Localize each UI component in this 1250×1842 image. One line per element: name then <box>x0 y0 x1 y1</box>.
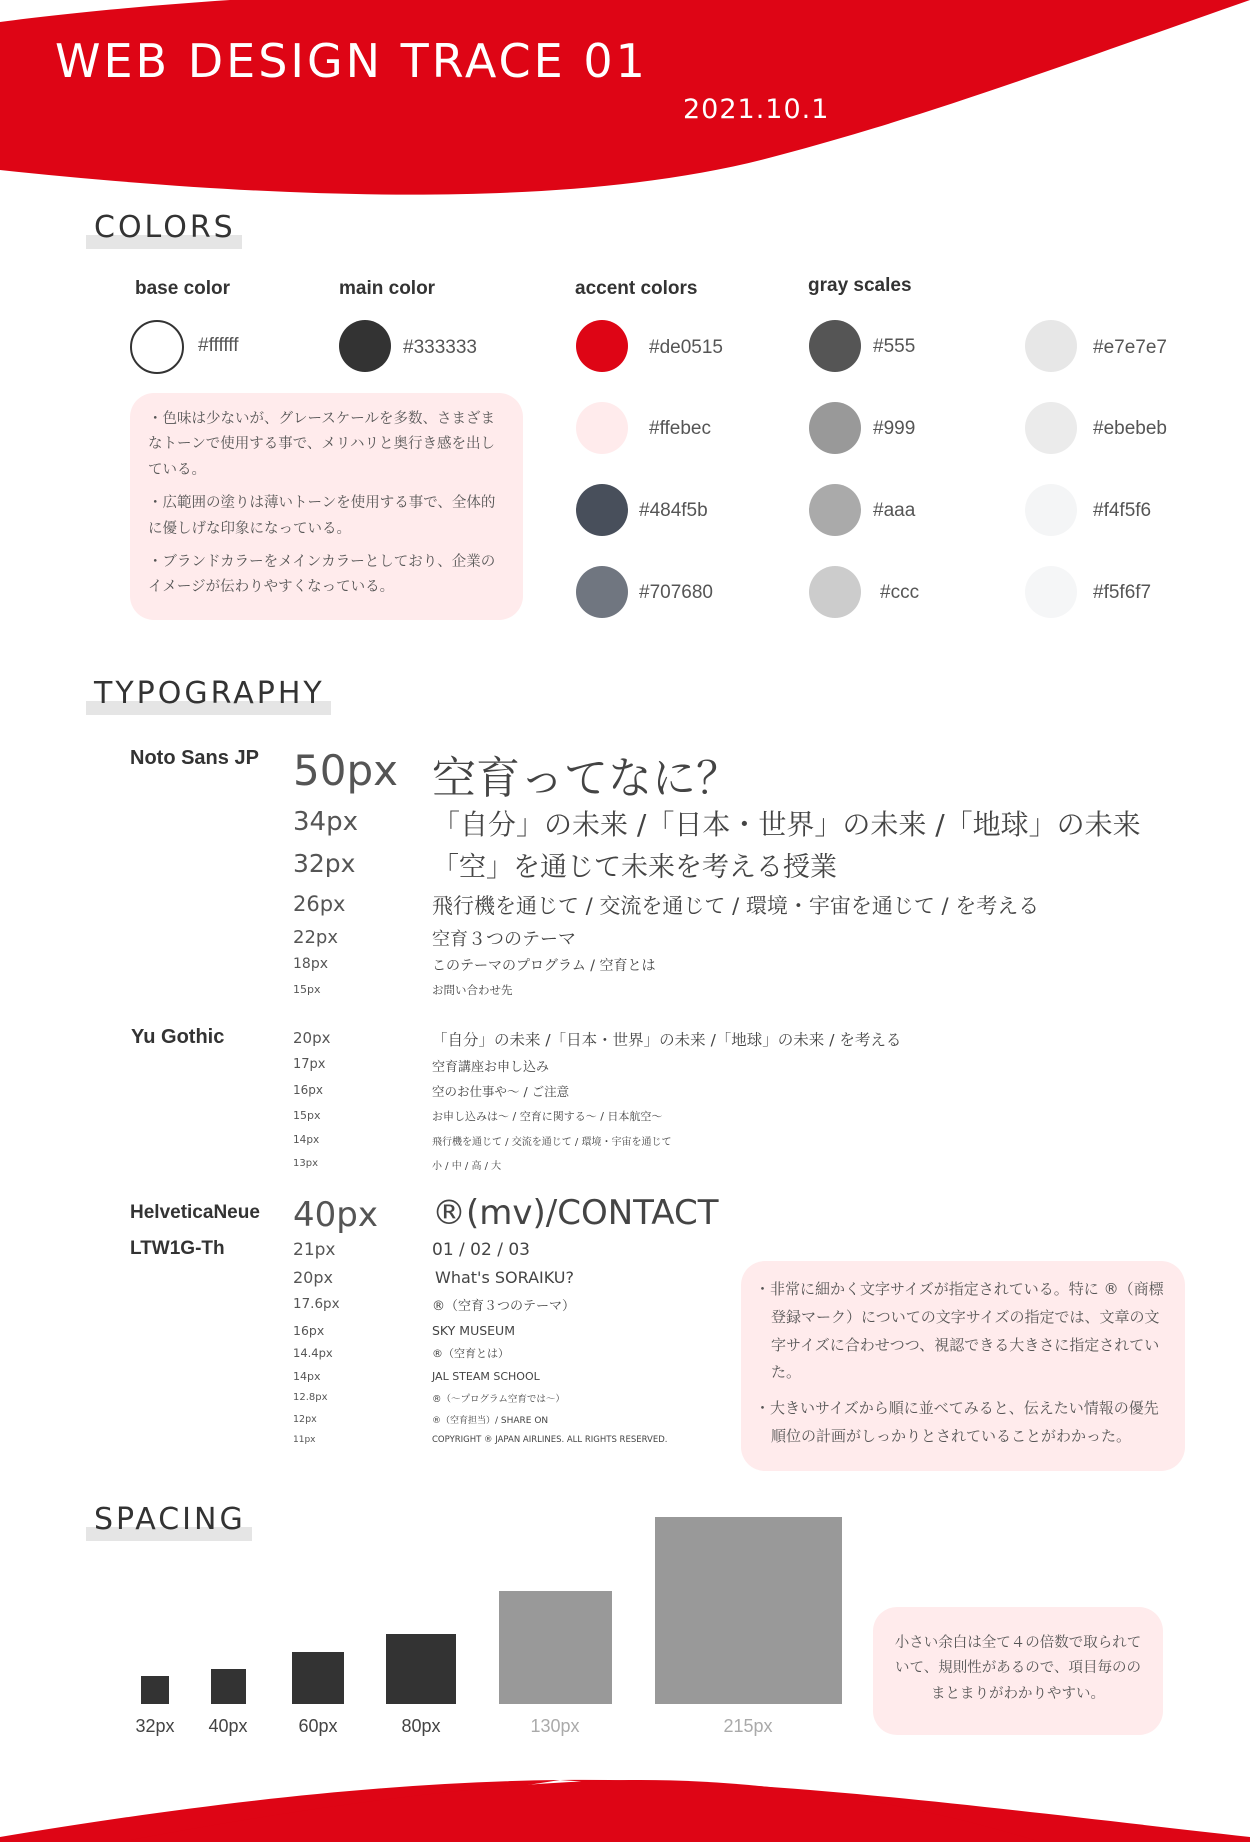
yu-size-17: 17px <box>293 1057 326 1072</box>
swatch-accent-3 <box>576 484 628 536</box>
noto-sample-22: 空育３つのテーマ <box>432 929 576 950</box>
spacing-box-40 <box>211 1669 246 1704</box>
font-noto-label: Noto Sans JP <box>130 747 259 769</box>
page-date: 2021.10.1 <box>683 94 830 125</box>
spacing-box-80 <box>386 1634 456 1704</box>
hex-base: #ffffff <box>198 335 239 356</box>
spacing-box-60 <box>292 1652 344 1704</box>
helv-sample-14-4: ®（空育とは） <box>432 1347 509 1360</box>
hex-gray-e7e7e7: #e7e7e7 <box>1093 337 1167 358</box>
swatch-gray-e7e7e7 <box>1025 320 1077 372</box>
spacing-box-215 <box>655 1517 842 1704</box>
noto-size-50: 50px <box>293 746 398 795</box>
noto-sample-50: 空育ってなに？ <box>432 753 740 804</box>
colors-note <box>130 393 523 620</box>
yu-sample-15: お申し込みは〜 / 空育に関する〜 / 日本航空〜 <box>432 1110 663 1123</box>
hex-accent-4: #707680 <box>639 582 713 603</box>
spacing-box-32 <box>141 1676 169 1704</box>
swatch-gray-555 <box>809 320 861 372</box>
helv-size-17-6: 17.6px <box>293 1296 340 1312</box>
noto-sample-32: 「空」を通じて未来を考える授業 <box>432 852 837 883</box>
spacing-heading: SPACING <box>86 1502 252 1541</box>
yu-size-15: 15px <box>293 1109 321 1122</box>
helv-sample-14: JAL STEAM SCHOOL <box>432 1370 540 1383</box>
hex-gray-f4f5f6: #f4f5f6 <box>1093 500 1152 521</box>
noto-size-15: 15px <box>293 983 321 996</box>
hex-accent-3: #484f5b <box>639 500 708 521</box>
hex-accent-1: #de0515 <box>649 337 723 358</box>
font-helvetica-label-1: HelveticaNeue <box>130 1202 260 1223</box>
header-wave-shape <box>0 0 1250 200</box>
main-color-label: main color <box>339 278 436 299</box>
spacing-label-215: 215px <box>723 1716 773 1736</box>
swatch-main <box>339 320 391 372</box>
spacing-label-80: 80px <box>401 1716 441 1736</box>
helv-sample-16: SKY MUSEUM <box>432 1323 515 1338</box>
helv-sample-12-8: ®（〜プログラム空育では〜） <box>432 1394 565 1405</box>
hex-gray-aaa: #aaa <box>873 500 916 521</box>
colors-note-3: ・ブランドカラーをメインカラーとしており、企業のイメージが伝わりやすくなっている。 <box>148 553 496 596</box>
noto-sample-34: 「自分」の未来 /「日本・世界」の未来 /「地球」の未来 <box>432 808 1141 841</box>
yu-sample-13: 小 / 中 / 高 / 大 <box>432 1161 502 1172</box>
yu-size-14: 14px <box>293 1134 320 1146</box>
noto-size-18: 18px <box>293 956 328 972</box>
swatch-accent-1 <box>576 320 628 372</box>
noto-sample-18: このテーマのプログラム / 空育とは <box>432 958 656 974</box>
swatch-accent-2 <box>576 402 628 454</box>
spacing-note: 小さい余白は全て４の倍数で取られていて、規則性があるので、項目毎ののまとまりがわかりやすい。 <box>873 1607 1163 1735</box>
noto-size-26: 26px <box>293 892 346 916</box>
yu-size-16: 16px <box>293 1083 323 1097</box>
accent-colors-label: accent colors <box>575 278 698 299</box>
swatch-gray-ebebeb <box>1025 402 1077 454</box>
base-color-label: base color <box>135 278 231 299</box>
noto-size-34: 34px <box>293 807 358 837</box>
helv-sample-40: ®(mv)/CONTACT <box>432 1193 719 1233</box>
gray-scales-label: gray scales <box>808 275 912 296</box>
noto-size-22: 22px <box>293 927 338 948</box>
helv-size-12: 12px <box>293 1414 317 1425</box>
swatch-gray-ccc <box>809 566 861 618</box>
swatch-accent-4 <box>576 566 628 618</box>
helv-sample-21: 01 / 02 / 03 <box>432 1240 530 1260</box>
spacing-box-130 <box>499 1591 612 1704</box>
swatch-gray-f4f5f6 <box>1025 484 1077 536</box>
typography-note-1: ・非常に細かく文字サイズが指定されている。特に ®（商標登録マーク）についての文字サイズの指定では、文章の文字サイズに合わせつつ、視認できる大きさに指定されていた。 <box>755 1280 1164 1382</box>
helv-sample-17-6: ®（空育３つのテーマ） <box>432 1299 576 1314</box>
helv-size-21: 21px <box>293 1240 336 1260</box>
yu-sample-20: 「自分」の未来 /「日本・世界」の未来 /「地球」の未来 / を考える <box>432 1031 902 1049</box>
helv-size-11: 11px <box>293 1435 316 1445</box>
noto-sample-15: お問い合わせ先 <box>432 983 513 997</box>
spacing-label-130: 130px <box>530 1716 580 1736</box>
typography-note <box>741 1261 1185 1471</box>
helv-size-12-8: 12.8px <box>293 1392 328 1403</box>
yu-sample-14: 飛行機を通じて / 交流を通じて / 環境・宇宙を通じて <box>432 1137 672 1148</box>
helv-size-40: 40px <box>293 1195 378 1235</box>
helv-size-14: 14px <box>293 1370 321 1383</box>
hex-accent-2: #ffebec <box>649 418 711 439</box>
swatch-gray-999 <box>809 402 861 454</box>
noto-size-32: 32px <box>293 849 356 878</box>
typography-note-2: ・大きいサイズから順に並べてみると、伝えたい情報の優先順位の計画がしっかりとされていることがわかった。 <box>755 1399 1159 1445</box>
hex-gray-555: #555 <box>873 336 916 357</box>
spacing-label-60: 60px <box>298 1716 338 1736</box>
swatch-gray-aaa <box>809 484 861 536</box>
colors-heading: COLORS <box>86 210 242 249</box>
hex-gray-ebebeb: #ebebeb <box>1093 418 1167 439</box>
yu-size-20: 20px <box>293 1029 331 1047</box>
footer-wave-shape <box>0 1762 1250 1842</box>
yu-sample-17: 空育講座お申し込み <box>432 1060 550 1075</box>
helv-sample-11: COPYRIGHT ® JAPAN AIRLINES. ALL RIGHTS RESERVED. <box>432 1435 668 1445</box>
yu-size-13: 13px <box>293 1158 318 1169</box>
spacing-label-32: 32px <box>135 1716 175 1736</box>
helv-size-20: 20px <box>293 1268 333 1287</box>
colors-note-1: ・色味は少ないが、グレースケールを多数、さまざまなトーンで使用する事で、メリハリと奥行き感を出している。 <box>148 411 495 478</box>
helv-sample-12: ®（空育担当）/ SHARE ON <box>432 1416 549 1426</box>
font-helvetica-label-2: LTW1G-Th <box>130 1238 225 1259</box>
noto-sample-26: 飛行機を通じて / 交流を通じて / 環境・宇宙を通じて / を考える <box>432 894 1040 918</box>
swatch-base <box>130 320 184 374</box>
hex-main: #333333 <box>403 337 477 358</box>
hex-gray-f5f6f7: #f5f6f7 <box>1093 582 1152 603</box>
page-title: WEB DESIGN TRACE 01 <box>55 34 648 88</box>
helv-size-16: 16px <box>293 1323 325 1338</box>
yu-sample-16: 空のお仕事や〜 / ご注意 <box>432 1084 570 1099</box>
hex-gray-ccc: #ccc <box>880 582 920 603</box>
swatch-gray-f5f6f7 <box>1025 566 1077 618</box>
helv-size-14-4: 14.4px <box>293 1346 333 1360</box>
font-yu-label: Yu Gothic <box>131 1026 225 1048</box>
helv-sample-20: What's SORAIKU? <box>435 1268 575 1287</box>
spacing-label-40: 40px <box>208 1716 248 1736</box>
hex-gray-999: #999 <box>873 418 916 439</box>
colors-note-2: ・広範囲の塗りは薄いトーンを使用する事で、全体的に優しげな印象になっている。 <box>148 495 496 537</box>
typography-heading: TYPOGRAPHY <box>86 676 331 715</box>
